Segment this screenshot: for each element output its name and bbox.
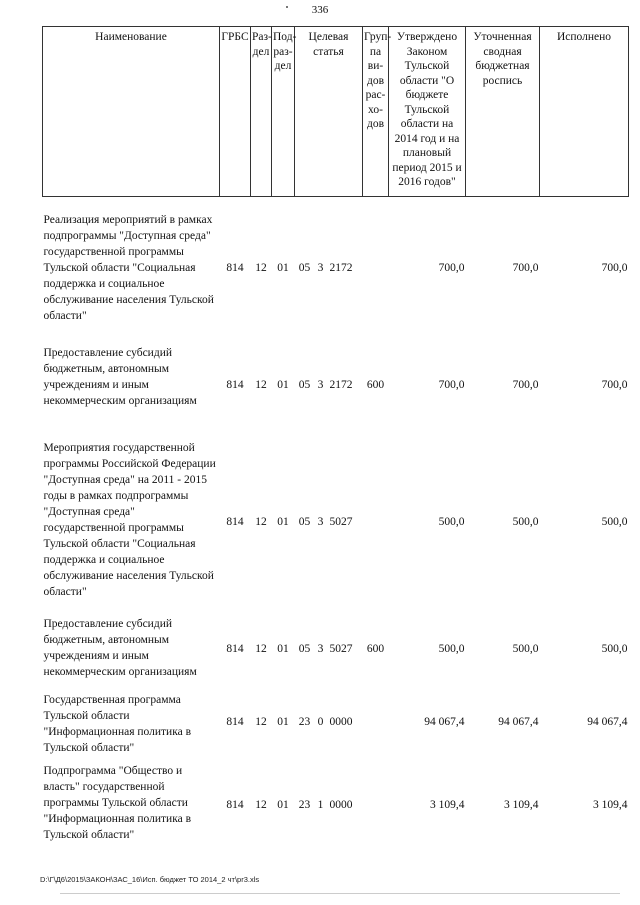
row-podrazdel: 01 <box>277 642 289 655</box>
header-podrazdel: Под-раз-дел <box>272 27 295 197</box>
table-row <box>43 432 629 612</box>
header-razdel: Раз-дел <box>251 27 272 197</box>
row-utverzhdeno: 500,0 <box>438 515 465 528</box>
row-ispolneno: 500,0 <box>601 642 628 655</box>
row-name: Реализация мероприятий в рамках подпрограммы "Доступная среда" государственной программы Тульской области "Социальная поддержка и социальное обслуживание населения Тульской области" <box>43 214 214 322</box>
scan-artifact-line <box>60 893 620 894</box>
row-razdel: 12 <box>255 379 267 391</box>
row-grbs: 814 <box>226 261 244 274</box>
row-ispolneno: 94 067,4 <box>587 716 628 728</box>
table-row <box>43 197 629 339</box>
row-vid <box>363 686 389 759</box>
header-ispolneno: Исполнено <box>540 27 629 197</box>
row-utverzhdeno: 700,0 <box>438 261 465 274</box>
row-vid: 600 <box>366 379 385 391</box>
row-utochnennaya: 500,0 <box>512 515 539 528</box>
row-celevaya: 05 3 2172 <box>298 261 353 274</box>
row-podrazdel: 01 <box>277 379 289 391</box>
row-utverzhdeno: 94 067,4 <box>424 716 465 728</box>
table-row <box>43 686 629 759</box>
row-vid <box>363 197 389 339</box>
row-utverzhdeno: 3 109,4 <box>430 798 465 811</box>
row-utverzhdeno: 700,0 <box>438 379 465 391</box>
row-name: Предоставление субсидий бюджетным, автономным учреждениям и иным некоммерческим организациям <box>43 346 197 407</box>
table-header-row <box>43 27 629 197</box>
row-vid <box>363 759 389 851</box>
header-utverzhdeno: Утверждено Законом Тульской области "О бюджете Тульской области на 2014 год и на плановый период 2015 и 2016 годов" <box>389 27 466 197</box>
row-celevaya: 23 0 0000 <box>298 716 353 728</box>
row-ispolneno: 700,0 <box>601 379 628 391</box>
header-grbs: ГРБС <box>220 27 251 197</box>
row-grbs: 814 <box>226 515 244 528</box>
row-grbs: 814 <box>226 798 244 811</box>
row-vid: 600 <box>366 642 385 655</box>
row-razdel: 12 <box>255 261 267 274</box>
row-ispolneno: 700,0 <box>601 261 628 274</box>
row-razdel: 12 <box>255 515 267 528</box>
row-ispolneno: 3 109,4 <box>593 798 628 811</box>
table-row <box>43 759 629 851</box>
row-podrazdel: 01 <box>277 515 289 528</box>
row-utochnennaya: 700,0 <box>512 261 539 274</box>
row-name: Мероприятия государственной программы Российской Федерации "Доступная среда" на 2011 - 2015 годы в рамках подпрограммы "Доступная среда" государственной программы Тульской области "Социальная поддержка и социальное обслуживание населения Тульской области" <box>43 441 216 598</box>
page-number: 336 <box>311 4 329 16</box>
file-path-footer: D:\Г\Д6\2015\ЗАКОН\ЗАС_16\Исп. бюджет ТО 2014_2 чт\pr3.xls <box>40 875 260 884</box>
budget-table <box>42 26 629 851</box>
row-grbs: 814 <box>226 716 244 728</box>
row-vid <box>363 432 389 612</box>
row-razdel: 12 <box>255 716 267 728</box>
row-grbs: 814 <box>226 379 244 391</box>
row-celevaya: 05 3 5027 <box>298 515 353 528</box>
row-name: Государственная программа Тульской области "Информационная политика в Тульской области" <box>43 693 192 754</box>
row-podrazdel: 01 <box>277 261 289 274</box>
row-name: Предоставление субсидий бюджетным, автономным учреждениям и иным некоммерческим организациям <box>43 617 197 678</box>
row-utochnennaya: 700,0 <box>512 379 539 391</box>
row-utochnennaya: 3 109,4 <box>504 798 539 811</box>
row-ispolneno: 500,0 <box>601 515 628 528</box>
table-row <box>43 612 629 686</box>
scan-dot <box>286 6 288 8</box>
row-podrazdel: 01 <box>277 716 289 728</box>
row-celevaya: 23 1 0000 <box>298 798 353 811</box>
row-utverzhdeno: 500,0 <box>438 642 465 655</box>
row-utochnennaya: 94 067,4 <box>498 716 539 728</box>
row-celevaya: 05 3 2172 <box>298 379 353 391</box>
row-grbs: 814 <box>226 642 244 655</box>
row-podrazdel: 01 <box>277 798 289 811</box>
row-razdel: 12 <box>255 798 267 811</box>
header-celevaya: Целевая статья <box>295 27 363 197</box>
header-name: Наименование <box>43 27 220 197</box>
header-utochnennaya: Уточненная сводная бюджетная роспись <box>466 27 540 197</box>
row-razdel: 12 <box>255 642 267 655</box>
row-name: Подпрограмма "Общество и власть" государственной программы Тульской области "Информационная политика в Тульской области" <box>43 764 192 841</box>
row-celevaya: 05 3 5027 <box>298 642 353 655</box>
header-vid: Груп-па ви-дов рас-хо-дов <box>363 27 389 197</box>
table-row <box>43 339 629 432</box>
row-utochnennaya: 500,0 <box>512 642 539 655</box>
